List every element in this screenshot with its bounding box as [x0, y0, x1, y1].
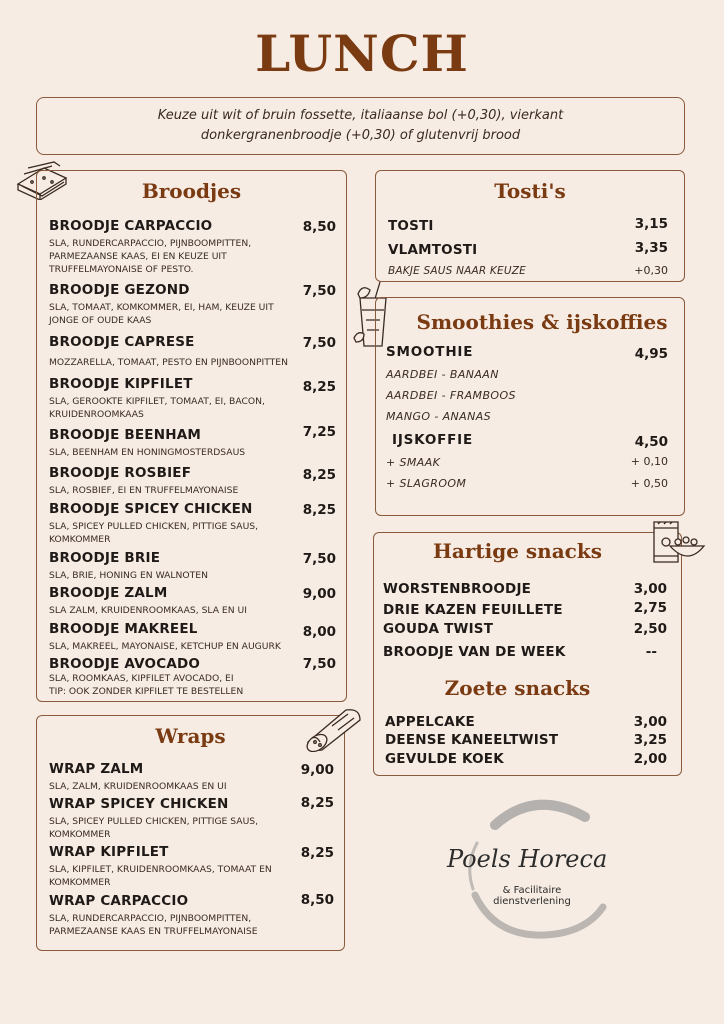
smoothie-name: SMOOTHIE [386, 344, 474, 360]
hartige-title: Hartige snacks [433, 539, 602, 563]
extra-flavor: + SMAAK [386, 456, 441, 469]
item-price: 8,50 [302, 219, 336, 235]
item-price: 8,25 [302, 379, 336, 395]
extra-price: +0,30 [634, 264, 668, 277]
menu-item: BROODJE KIPFILET SLA, GEROOKTE KIPFILET, TOMAAT, EI, BACON, KRUIDENROOMKAAS [49, 376, 265, 420]
menu-item: BROODJE ROSBIEF SLA, ROSBIEF, EI EN TRUFFELMAYONAISE [49, 465, 239, 496]
item-price: 3,25 [633, 732, 667, 748]
menu-item: BROODJE MAKREEL SLA, MAKREEL, MAYONAISE, KETCHUP EN AUGURK [49, 621, 281, 652]
item-price: 8,25 [302, 467, 336, 483]
menu-item: BROODJE CAPRESE MOZZARELLA, TOMAAT, PESTO EN PIJNBOONPITTEN [49, 334, 288, 368]
item-price: 3,00 [633, 714, 667, 730]
broodjes-title: Broodjes [141, 179, 242, 203]
extra-price: + 0,50 [630, 477, 668, 490]
item-price: 9,00 [300, 762, 334, 778]
extra-cream: + SLAGROOM [386, 477, 467, 490]
item-price: 4,95 [634, 346, 668, 362]
item-price: 3,15 [634, 216, 668, 232]
smoothies-title: Smoothies & ijskoffies [416, 310, 668, 334]
zoete-title: Zoete snacks [444, 676, 591, 700]
snack-name: WORSTENBROODJE [383, 581, 532, 597]
broodjes-section [36, 170, 347, 702]
menu-item: WRAP ZALM SLA, ZALM, KRUIDENROOMKAAS EN UI [49, 761, 227, 792]
menu-item: WRAP CARPACCIO SLA, RUNDERCARPACCIO, PIJNBOOMPITTEN, PARMEZAANSE KAAS EN TRUFFELMAYONAISE [49, 893, 258, 937]
bread-choice-note: Keuze uit wit of bruin fossette, italiaanse bol (+0,30), vierkant donkergranenbroodje (+0,30) of glutenvrij brood [36, 97, 685, 155]
smoothies-section [375, 297, 685, 516]
item-price: 8,00 [302, 624, 336, 640]
menu-item: WRAP SPICEY CHICKEN SLA, SPICEY PULLED CHICKEN, PITTIGE SAUS, KOMKOMMER [49, 796, 259, 840]
menu-item: BROODJE CARPACCIO SLA, RUNDERCARPACCIO, PIJNBOOMPITTEN, PARMEZAANSE KAAS, EI EN KEUZE UIT TRUFFELMAYONAISE OF PESTO. [49, 218, 252, 275]
ijskoffie-name: IJSKOFFIE [392, 432, 473, 448]
item-price: 2,50 [633, 621, 667, 637]
menu-item: BROODJE BEENHAM SLA, BEENHAM EN HONINGMOSTERDSAUS [49, 427, 246, 458]
tosti-name: TOSTI [388, 218, 434, 234]
item-price: 9,00 [302, 586, 336, 602]
item-price: 8,50 [300, 892, 334, 908]
menu-item: BROODJE GEZOND SLA, TOMAAT, KOMKOMMER, EI, HAM, KEUZE UIT JONGE OF OUDE KAAS [49, 282, 274, 326]
logo-name: Poels Horeca [447, 845, 608, 873]
wrap-icon [302, 706, 364, 752]
menu-item: BROODJE ZALM SLA ZALM, KRUIDENROOMKAAS, SLA EN UI [49, 585, 247, 616]
smoothie-flavor: AARDBEI - BANAAN [386, 368, 499, 381]
item-price: 7,25 [302, 424, 336, 440]
item-price: 7,50 [302, 335, 336, 351]
item-price: 7,50 [302, 283, 336, 299]
extra-price: + 0,10 [630, 455, 668, 468]
item-price: 3,35 [634, 240, 668, 256]
logo-subtitle-1: & Facilitaire [502, 885, 562, 896]
item-price: 2,75 [633, 600, 667, 616]
extra-sauce: BAKJE SAUS NAAR KEUZE [388, 265, 526, 277]
menu-item: WRAP KIPFILET SLA, KIPFILET, KRUIDENROOMKAAS, TOMAAT EN KOMKOMMER [49, 844, 272, 888]
snack-name: GOUDA TWIST [383, 621, 494, 637]
menu-item: BROODJE AVOCADO SLA, ROOMKAAS, KIPFILET AVOCADO, EI TIP: OOK ZONDER KIPFILET TE BESTELLEN [49, 656, 244, 697]
tostis-title: Tosti's [494, 179, 566, 203]
snack-name: DRIE KAZEN FEUILLETE [383, 602, 563, 618]
snack-name: APPELCAKE [385, 714, 475, 730]
item-price: 3,00 [633, 581, 667, 597]
wraps-title: Wraps [155, 724, 226, 748]
menu-item: BROODJE BRIE SLA, BRIE, HONING EN WALNOTEN [49, 550, 208, 581]
menu-item: BROODJE SPICEY CHICKEN SLA, SPICEY PULLED CHICKEN, PITTIGE SAUS, KOMKOMMER [49, 501, 259, 545]
item-price: 7,50 [302, 656, 336, 672]
snack-name: GEVULDE KOEK [385, 751, 504, 767]
item-price: 2,00 [633, 751, 667, 767]
snack-bag-icon [648, 518, 706, 566]
item-price: 8,25 [300, 795, 334, 811]
item-price: 4,50 [634, 434, 668, 450]
item-price: 8,25 [302, 502, 336, 518]
snacks-section [373, 532, 682, 776]
snack-name: DEENSE KANEELTWIST [385, 732, 559, 748]
page-title: LUNCH [255, 24, 469, 83]
snack-name: BROODJE VAN DE WEEK [383, 644, 566, 660]
item-price: 7,50 [302, 551, 336, 567]
item-price: -- [645, 644, 657, 660]
vlamtosti-name: VLAMTOSTI [388, 242, 478, 258]
item-price: 8,25 [300, 845, 334, 861]
wraps-section [36, 715, 345, 951]
logo-subtitle-2: dienstverlening [493, 896, 571, 907]
smoothie-flavor: AARDBEI - FRAMBOOS [386, 389, 516, 402]
tostis-section [375, 170, 685, 282]
smoothie-flavor: MANGO - ANANAS [386, 410, 492, 423]
